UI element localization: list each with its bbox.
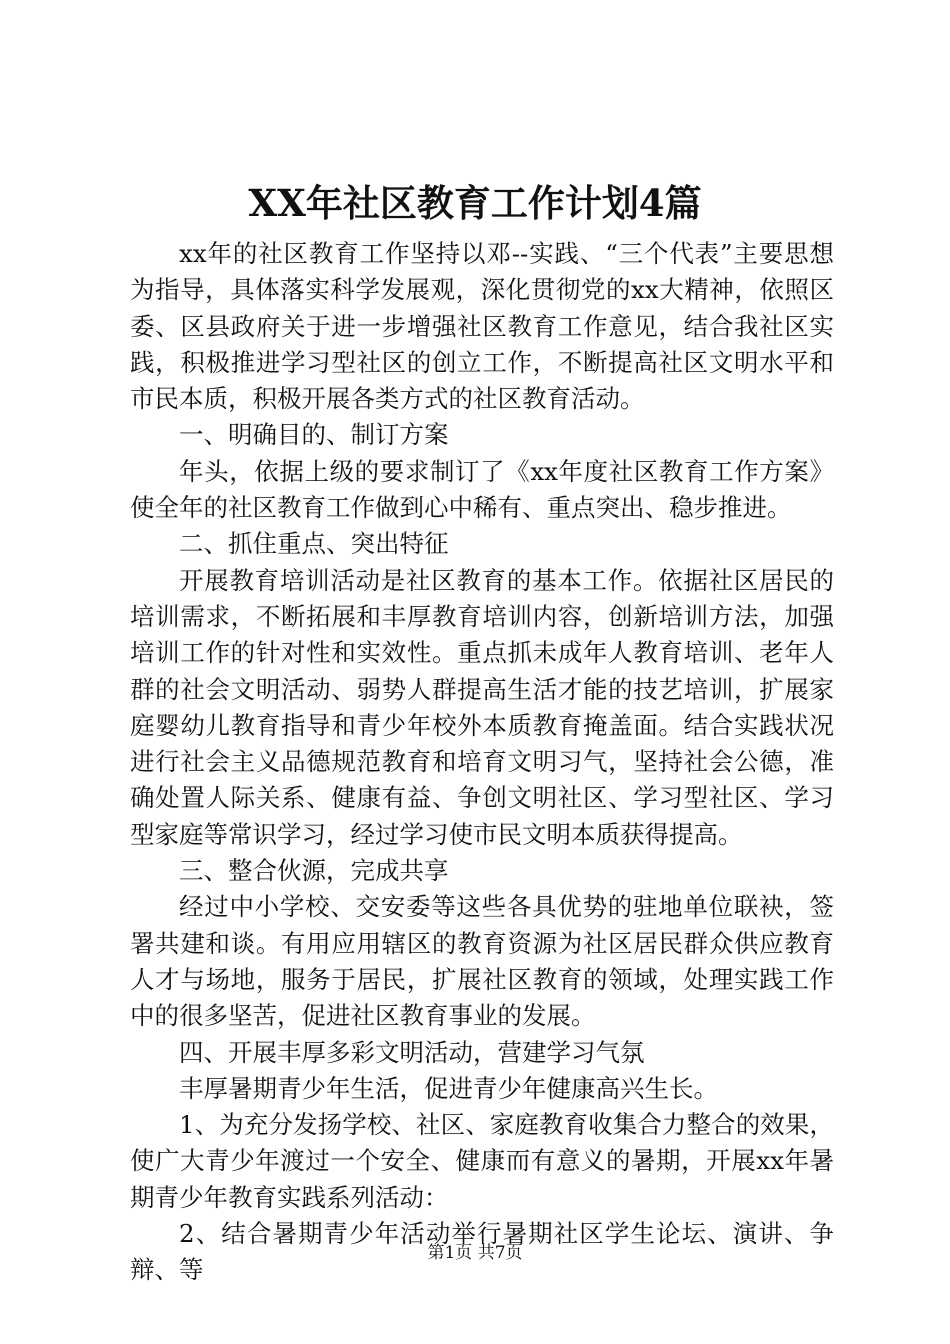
document-body [130, 236, 834, 1289]
section-1-paragraph: 年头，依据上级的要求制订了《xx年度社区教育工作方案》使全年的社区教育工作做到心中稀有、重点突出、稳步推进。 [130, 456, 834, 523]
section-4-paragraph: 丰厚暑期青少年生活，促进青少年健康高兴生长。 [179, 1073, 718, 1103]
intro-paragraph: xx年的社区教育工作坚持以邓--实践、“三个代表”主要思想为指导，具体落实科学发展观，深化贯彻党的xx大精神，依照区委、区县政府关于进一步增强社区教育工作意见，结合我社区实践，积极推进学习型社区的创立工作，不断提高社区文明水平和市民本质，积极开展各类方式的社区教育活动。 [130, 239, 834, 414]
section-heading-4: 四、开展丰厚多彩文明活动，营建学习气氛 [179, 1037, 645, 1067]
section-3-paragraph: 经过中小学校、交安委等这些各具优势的驻地单位联袂，签署共建和谈。有用应用辖区的教育资源为社区居民群众供应教育人才与场地，服务于居民，扩展社区教育的领域，处理实践工作中的很多坚苦，促进社区教育事业的发展。 [130, 892, 834, 1031]
section-heading-2: 二、抓住重点、突出特征 [179, 529, 449, 559]
list-item-1: 1、为充分发扬学校、社区、家庭教育收集合力整合的效果，使广大青少年渡过一个安全、健康而有意义的暑期，开展xx年暑期青少年教育实践系列活动： [130, 1110, 834, 1212]
section-2-paragraph: 开展教育培训活动是社区教育的基本工作。依据社区居民的培训需求，不断拓展和丰厚教育培训内容，创新培训方法，加强培训工作的针对性和实效性。重点抓未成年人教育培训、老年人群的社会文明活动、弱势人群提高生活才能的技艺培训，扩展家庭婴幼儿教育指导和青少年校外本质教育掩盖面。结合实践状况进行社会主义品德规范教育和培育文明习气，坚持社会公德，准确处置人际关系、健康有益、争创文明社区、学习型社区、学习型家庭等常识学习，经过学习使市民文明本质获得提高。 [130, 565, 834, 849]
section-heading-1: 一、明确目的、制订方案 [179, 420, 449, 450]
section-heading-3: 三、整合伙源，完成共享 [179, 856, 449, 886]
document-title: XX年社区教育工作计划4篇 [248, 181, 702, 225]
list-item-2: 2、结合暑期青少年活动举行暑期社区学生论坛、演讲、争辩、等 [130, 1219, 834, 1285]
page-footer: 第1页 共7页 [427, 1243, 523, 1263]
